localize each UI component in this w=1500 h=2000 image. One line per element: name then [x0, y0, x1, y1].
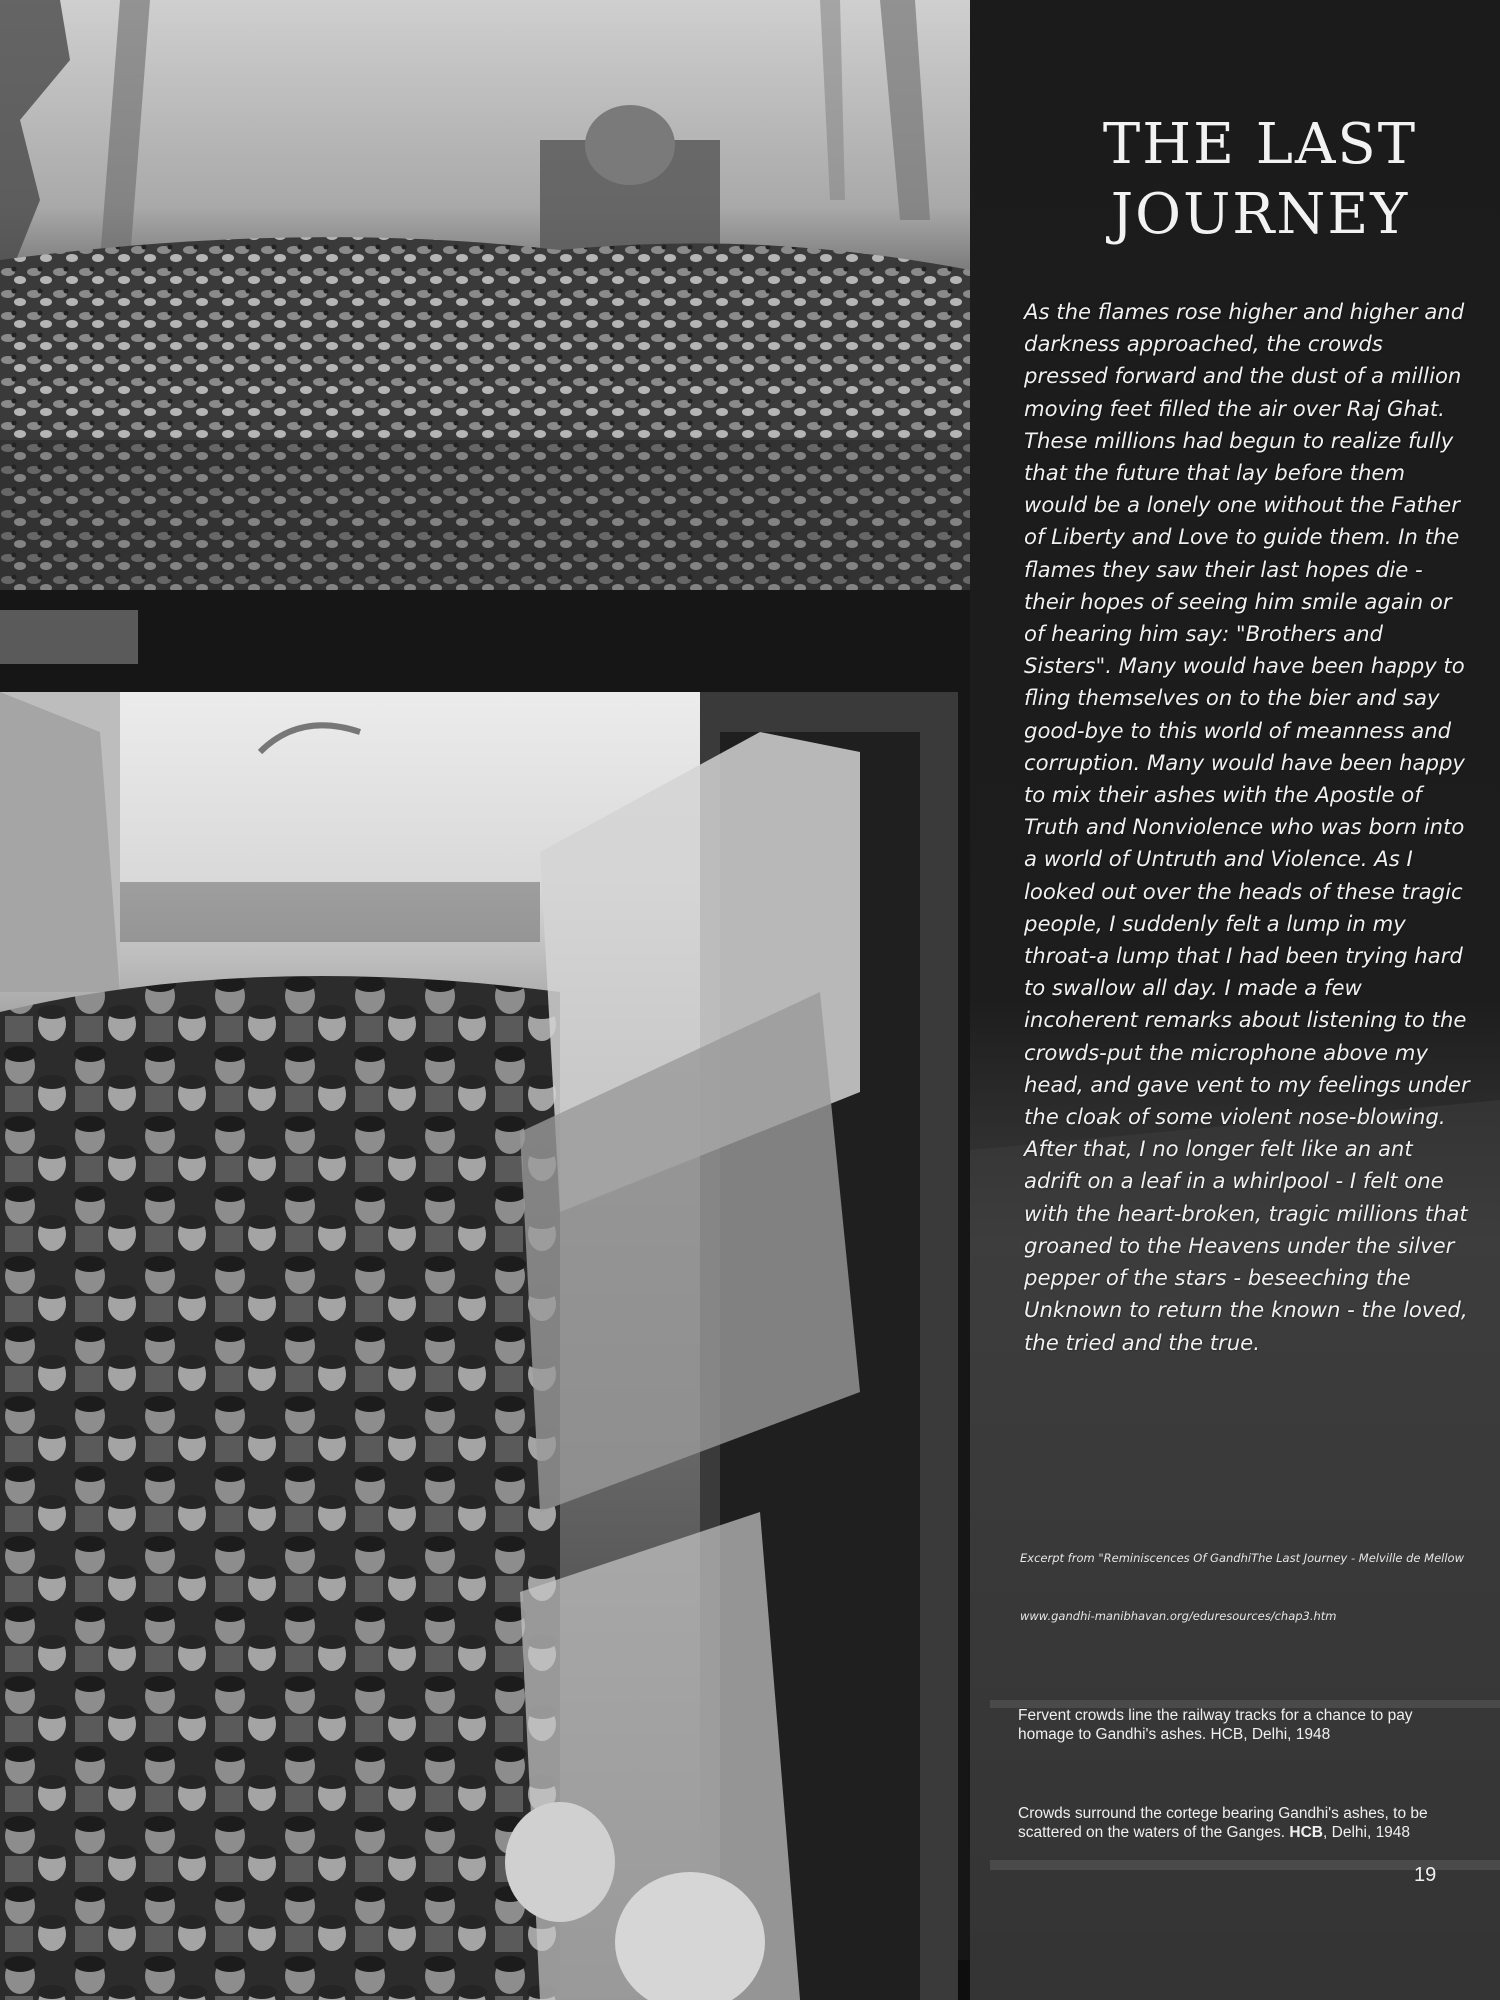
page-title: [1040, 110, 1480, 250]
page-number: 19: [1414, 1864, 1437, 1886]
caption-credit-bold: HCB: [1289, 1824, 1324, 1841]
title-line-1: THE LAST: [1102, 112, 1418, 177]
source-url: www.gandhi-manibhavan.org/eduresources/chap3.htm: [1020, 1609, 1337, 1623]
cortege-crowd-photo: [0, 0, 970, 590]
photo-caption-cortege: [1018, 1804, 1448, 1842]
railway-crowd-photo: [0, 692, 958, 2000]
decorative-gray-tab: [0, 610, 138, 664]
caption-text: Crowds surround the cortege bearing Gandhi's ashes, to be scattered on the waters of the Ganges.: [1018, 1805, 1428, 1841]
excerpt-credit: Excerpt from "Reminiscences Of GandhiThe Last Journey - Melville de Mellow: [1020, 1551, 1464, 1565]
photo-caption-railway: Fervent crowds line the railway tracks for a chance to pay homage to Gandhi's ashes. HCB, Delhi, 1948: [1018, 1707, 1413, 1743]
title-line-2: JOURNEY: [1110, 182, 1410, 247]
article-body-text: As the flames rose higher and higher and darkness approached, the crowds pressed forward and the dust of a million moving feet filled the air over Raj Ghat. These millions had begun to realize fully that the future that lay before them would be a lonely one without the Father of Liberty and Love to guide them. In the flames they saw their last hopes die - their hopes of seeing him smile again or of hearing him say: "Brothers and Sisters". Many would have been happy to fling themselves on to the bier and say good-bye to this world of meanness and corruption. Many would have been happy to mix their ashes with the Apostle of Truth and Nonviolence who was born into a world of Untruth and Violence. As I looked out over the heads of these tragic people, I suddenly felt a lump in my throat-a lump that I had been trying hard to swallow all day. I made a few incoherent remarks about listening to the crowds-put the microphone above my head, and gave vent to my feelings under the cloak of some violent nose-blowing. After that, I no longer felt like an ant adrift on a leaf in a whirlpool - I felt one with the heart-broken, tragic millions that groaned to the Heavens under the silver pepper of the stars - beseeching the Unknown to return the known - the loved, the tried and the true.: [1024, 299, 1470, 1355]
caption-place-date: , Delhi, 1948: [1323, 1824, 1411, 1841]
